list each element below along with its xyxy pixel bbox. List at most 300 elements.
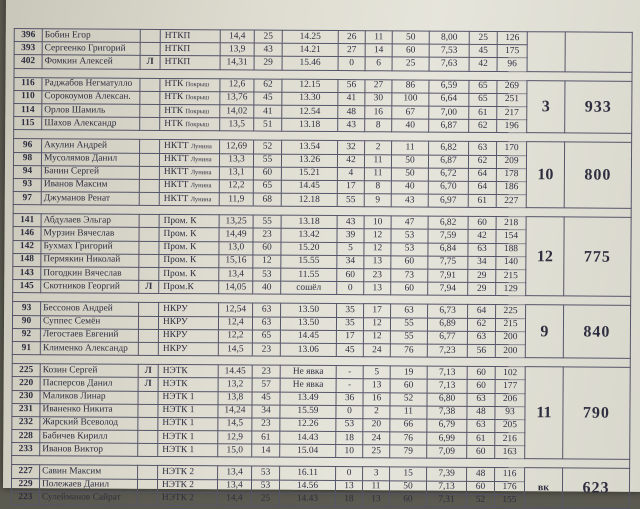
rank-cell (138, 342, 158, 355)
rank-cell (140, 91, 160, 104)
name-cell: Иваненко Никита (40, 403, 138, 417)
team-name: НТК (164, 79, 183, 89)
v8-cell: 64 (468, 181, 496, 194)
v6-cell: 66 (390, 419, 427, 432)
team-cell (159, 215, 219, 229)
team-cell (160, 91, 220, 105)
num-cell: 233 (12, 443, 40, 456)
team-cell (159, 193, 219, 207)
v6-cell: 47 (391, 216, 428, 229)
v5-cell: 16 (363, 392, 390, 405)
team-name: НЭТК 1 (162, 432, 194, 442)
v7-cell: 6,84 (428, 243, 468, 256)
v9-cell: 269 (497, 80, 527, 93)
num-cell: 231 (12, 403, 40, 416)
v4-cell: 18 (336, 432, 363, 445)
v6-cell: 55 (390, 317, 427, 330)
v5-cell: 6 (365, 57, 392, 70)
v9-cell: 175 (497, 45, 527, 58)
v5-cell: 12 (363, 330, 390, 343)
num-cell: 94 (13, 165, 41, 178)
v8-cell: 61 (468, 194, 496, 207)
v1-cell: 14,5 (218, 418, 252, 431)
name-cell: Жарский Всеволод (40, 417, 138, 431)
team-subtitle: Покрыш (185, 121, 209, 128)
v1-cell: 14,31 (220, 56, 254, 69)
num-cell: 220 (12, 377, 40, 390)
team-name: НТКП (165, 57, 191, 67)
name-cell: Фомкин Алексей (42, 55, 140, 69)
v9-cell: 215 (495, 318, 525, 331)
v8-cell: 63 (469, 142, 497, 155)
v3-cell: 13.30 (282, 92, 338, 106)
v4-cell: 4 (337, 167, 364, 180)
rank-cell (140, 104, 160, 117)
v3-cell: 12.18 (281, 193, 337, 207)
rank-cell (139, 228, 159, 241)
v7-cell: 6,77 (427, 331, 467, 344)
v9-cell: 163 (495, 446, 525, 459)
num-cell: 98 (13, 152, 41, 165)
rank-cell (138, 316, 158, 329)
v8-cell: 63 (467, 419, 495, 432)
name-cell: Бобин Егор (42, 29, 140, 43)
v3-cell: 16.11 (280, 467, 336, 481)
num-cell: 393 (14, 42, 42, 55)
team-subtitle: Лунина (191, 196, 212, 203)
v2-cell: 12 (253, 255, 281, 268)
team-name: Пром. К (163, 242, 196, 252)
v8-cell: 63 (468, 243, 496, 256)
v1-cell: 12,69 (220, 140, 254, 153)
v4-cell: - (336, 379, 363, 392)
name-cell: Клименко Александр (40, 342, 138, 356)
rank-cell (138, 430, 158, 443)
v1-cell: 14,02 (220, 105, 254, 118)
team-name: НЭТК 2 (162, 493, 194, 503)
team-cell (157, 479, 217, 493)
team-cell (160, 140, 220, 154)
num-cell: 227 (12, 465, 40, 478)
v3-cell: 12.54 (282, 105, 338, 119)
name-cell: Бабичев Кирилл (40, 430, 138, 444)
team-name: НЭТК 1 (162, 445, 194, 455)
rank-cell (139, 303, 159, 316)
num-cell: 230 (12, 390, 40, 403)
v4-cell: 45 (336, 343, 363, 356)
v7-cell: 6,87 (429, 119, 469, 132)
team-cell (160, 56, 220, 70)
v8-cell: 60 (466, 481, 494, 494)
v4-cell: 5 (337, 242, 364, 255)
v4-cell: 48 (338, 105, 365, 118)
v2-cell: 25 (254, 30, 282, 43)
rank-cell (137, 479, 157, 492)
v5-cell: 11 (364, 167, 391, 180)
v8-cell: 61 (467, 432, 495, 445)
v1-cell: 13,4 (217, 479, 251, 492)
team-subtitle: Покрыш (185, 94, 209, 101)
v2-cell: 60 (253, 167, 281, 180)
v5-cell: 13 (362, 493, 389, 506)
v2-cell: 60 (253, 242, 281, 255)
num-cell: 93 (13, 178, 41, 191)
team-cell (158, 316, 218, 330)
team-subtitle: Лунина (191, 143, 212, 150)
v4-cell: 60 (337, 269, 364, 282)
rank-cell: Л (140, 56, 160, 69)
rank-cell (138, 466, 158, 479)
v6-cell: 40 (392, 119, 429, 132)
v1-cell: 14,4 (217, 493, 251, 506)
v4-cell: 43 (338, 119, 365, 132)
v9-cell: 129 (496, 283, 526, 296)
v5-cell: 16 (365, 106, 392, 119)
v5-cell: 3 (363, 467, 390, 480)
team-cell (157, 492, 217, 506)
team-place (527, 32, 565, 72)
v3-cell: 13.18 (282, 118, 338, 132)
name-cell: Иванов Виктор (40, 443, 138, 457)
v4-cell: 10 (336, 445, 363, 458)
v3-cell: 14.45 (281, 180, 337, 194)
name-cell: Акулин Андрей (42, 139, 140, 153)
v3-cell: 13.06 (280, 343, 336, 357)
v3-cell: 13.54 (282, 140, 338, 154)
v9-cell: 186 (496, 181, 526, 194)
v7-cell: 6,79 (427, 419, 467, 432)
team-name: Пром.К (163, 282, 194, 292)
v5-cell: 11 (364, 154, 391, 167)
v8-cell: 60 (467, 446, 495, 459)
team-cell (160, 29, 220, 43)
v3-cell: сошёл (281, 281, 337, 295)
v1-cell: 14,49 (219, 228, 253, 241)
team-cell (159, 267, 219, 281)
team-name: НЭТК 1 (162, 405, 194, 415)
v2-cell: 55 (253, 215, 281, 228)
v7-cell: 7,31 (426, 494, 466, 507)
rank-cell (139, 215, 159, 228)
v7-cell: 6,80 (427, 393, 467, 406)
name-cell: Сергеенко Григорий (42, 42, 140, 56)
num-cell: 115 (14, 117, 42, 130)
v2-cell: 23 (252, 418, 280, 431)
v4-cell: 35 (336, 317, 363, 330)
num-cell: 228 (12, 430, 40, 443)
rank-cell (139, 179, 159, 192)
v3-cell: 13.18 (281, 215, 337, 229)
v5-cell: 17 (364, 304, 391, 317)
v1-cell: 11,9 (219, 193, 253, 206)
v7-cell: 7,00 (429, 106, 469, 119)
team-name: НЭТК 2 (162, 467, 194, 477)
v6-cell: 60 (391, 282, 428, 295)
team-cell (159, 303, 219, 317)
team-cell (158, 466, 218, 480)
v4-cell: 32 (338, 141, 365, 154)
name-cell: Погодкин Вячеслав (41, 267, 139, 281)
team-cell (160, 118, 220, 132)
team-name: Пром. К (164, 229, 197, 239)
v2-cell: 65 (252, 330, 280, 343)
v9-cell: 218 (496, 217, 526, 230)
team-name: Пром. К (164, 216, 197, 226)
v3-cell: 13.26 (281, 154, 337, 168)
v1-cell: 13,3 (219, 153, 253, 166)
v8-cell: 65 (469, 80, 497, 93)
v2-cell: 51 (254, 118, 282, 131)
v6-cell: 50 (391, 168, 428, 181)
v1-cell: 15,16 (219, 255, 253, 268)
name-cell: Легостаев Евгений (40, 328, 138, 342)
v4-cell: 27 (338, 44, 365, 57)
team-name: Пром. К (163, 255, 196, 265)
v7-cell: 7,53 (429, 44, 469, 57)
v9-cell: 154 (496, 230, 526, 243)
num-cell: 148 (13, 253, 41, 266)
v5-cell: 13 (363, 379, 390, 392)
v2-cell: 29 (254, 56, 282, 69)
v6-cell: 86 (392, 79, 429, 92)
v2-cell: 45 (254, 92, 282, 105)
v7-cell: 6,82 (428, 216, 468, 229)
v8-cell: 45 (469, 45, 497, 58)
num-cell: 232 (12, 416, 40, 429)
team-cell (159, 228, 219, 242)
v2-cell: 63 (253, 303, 281, 316)
team-cell (159, 166, 219, 180)
v6-cell: 53 (391, 242, 428, 255)
team-total: 840 (563, 305, 630, 358)
v2-cell: 23 (252, 365, 280, 378)
v5-cell: 20 (363, 419, 390, 432)
v2-cell: 61 (252, 431, 280, 444)
num-cell: 90 (12, 315, 40, 328)
v8-cell: 48 (467, 406, 495, 419)
v6-cell: 15 (390, 467, 427, 480)
v6-cell: 60 (389, 494, 426, 507)
team-name: НТК (164, 119, 183, 129)
v7-cell: 7,23 (427, 344, 467, 357)
v1-cell: 14.45 (218, 365, 252, 378)
v6-cell: 50 (391, 154, 428, 167)
v1-cell: 12,9 (218, 431, 252, 444)
v8-cell: 29 (468, 283, 496, 296)
v4-cell: 34 (337, 255, 364, 268)
v2-cell: 41 (254, 105, 282, 118)
v6-cell: 50 (392, 31, 429, 44)
rank-cell (138, 444, 158, 457)
team-cell (158, 444, 218, 458)
name-cell: Бухмах Григорий (41, 240, 139, 254)
v7-cell: 7,13 (426, 481, 466, 494)
v8-cell: 64 (468, 305, 496, 318)
v5-cell: 24 (363, 344, 390, 357)
v2-cell: 45 (252, 392, 280, 405)
team-subtitle: Покрыш (186, 81, 210, 88)
v3-cell: 14.43 (280, 431, 336, 445)
num-cell: 229 (11, 478, 39, 491)
v1-cell: 15,0 (218, 444, 252, 457)
v5-cell: 11 (365, 31, 392, 44)
v8-cell: 62 (468, 155, 496, 168)
v5-cell: 24 (363, 432, 390, 445)
v9-cell: 96 (497, 58, 527, 71)
name-cell: Шахов Александр (42, 117, 140, 131)
v9-cell: 155 (494, 494, 524, 507)
v4-cell: 17 (336, 330, 363, 343)
num-cell: 97 (13, 192, 41, 205)
team-name: НЭТК 2 (162, 480, 194, 490)
v5-cell: 2 (365, 141, 392, 154)
v6-cell: 43 (391, 194, 428, 207)
v9-cell: 178 (496, 168, 526, 181)
v6-cell: 73 (391, 269, 428, 282)
v4-cell: 0 (336, 467, 363, 480)
v7-cell: 7,13 (427, 366, 467, 379)
v6-cell: 25 (392, 57, 429, 70)
v8-cell: 48 (467, 468, 495, 481)
v6-cell: 100 (392, 93, 429, 106)
v9-cell: 140 (496, 256, 526, 269)
team-cell (158, 329, 218, 343)
rank-cell: Л (138, 364, 158, 377)
v3-cell: 12.15 (282, 79, 338, 93)
v8-cell: 65 (469, 93, 497, 106)
v8-cell: 64 (468, 168, 496, 181)
team-name: НКРУ (163, 304, 188, 314)
team-name: НКТТ (164, 141, 189, 151)
team-cell (160, 43, 220, 57)
v9-cell: 102 (495, 367, 525, 380)
v3-cell: 15.04 (280, 444, 336, 458)
v9-cell: 188 (496, 243, 526, 256)
v6-cell: 60 (392, 44, 429, 57)
v5-cell: 11 (362, 480, 389, 493)
v2-cell: 53 (252, 466, 280, 479)
v9-cell: 116 (495, 468, 525, 481)
v7-cell: 6,87 (428, 155, 468, 168)
num-cell: 141 (13, 214, 41, 227)
v7-cell: 8,00 (429, 31, 469, 44)
num-cell: 92 (12, 328, 40, 341)
v7-cell: 7,59 (428, 230, 468, 243)
v1-cell: 14,24 (218, 404, 252, 417)
v6-cell: 60 (390, 379, 427, 392)
team-name: НКТТ (164, 180, 189, 190)
v3-cell: 13.50 (281, 304, 337, 318)
v7-cell: 7,91 (428, 269, 468, 282)
v4-cell: 17 (337, 180, 364, 193)
rank-cell (137, 492, 157, 505)
num-cell: 114 (14, 103, 42, 116)
team-subtitle: Лунина (191, 183, 212, 190)
v4-cell: 36 (336, 392, 363, 405)
team-cell (158, 378, 218, 392)
v3-cell: 14.43 (279, 493, 335, 507)
name-cell: Иванов Максим (41, 179, 139, 193)
name-cell: Орлов Шамиль (42, 104, 140, 118)
num-cell: 96 (14, 139, 42, 152)
name-cell: Маликов Линар (40, 390, 138, 404)
num-cell: 116 (14, 77, 42, 90)
v3-cell: 15.55 (281, 255, 337, 269)
v3-cell: 15.20 (281, 242, 337, 256)
v1-cell: 12,6 (220, 78, 254, 91)
v3-cell: 14.56 (279, 480, 335, 494)
team-subtitle: Лунина (191, 169, 212, 176)
v1-cell: 13,4 (218, 466, 252, 479)
v3-cell: 14.45 (280, 330, 336, 344)
v7-cell: 7,39 (427, 468, 467, 481)
num-cell: 142 (13, 240, 41, 253)
team-name: Пром. К (163, 269, 196, 279)
v2-cell: 55 (253, 154, 281, 167)
team-cell (159, 241, 219, 255)
v2-cell: 52 (254, 140, 282, 153)
name-cell: Пасперсов Данил (40, 377, 138, 391)
v6-cell: 11 (390, 406, 427, 419)
num-cell: 93 (13, 302, 41, 315)
v7-cell: 6,73 (428, 304, 468, 317)
team-name: НТК (164, 106, 183, 116)
v4-cell: 42 (337, 154, 364, 167)
v8-cell: 62 (467, 318, 495, 331)
num-cell: 402 (14, 55, 42, 68)
team-name: НТКП (165, 44, 191, 54)
v9-cell: 215 (496, 269, 526, 282)
v7-cell: 6,59 (429, 80, 469, 93)
v2-cell: 65 (253, 180, 281, 193)
v2-cell: 63 (252, 317, 280, 330)
num-cell: 225 (12, 364, 40, 377)
v9-cell: 93 (495, 406, 525, 419)
team-cell (158, 342, 218, 356)
v3-cell: 11.55 (281, 268, 337, 282)
v9-cell: 205 (495, 419, 525, 432)
v8-cell: 56 (467, 344, 495, 357)
v1-cell: 12,4 (218, 316, 252, 329)
v7-cell: 6,97 (428, 194, 468, 207)
team-name: НЭТК 1 (162, 418, 194, 428)
results-sheet (3, 0, 640, 492)
team-total: 790 (563, 367, 631, 460)
v5-cell: 12 (363, 317, 390, 330)
v9-cell: 227 (496, 195, 526, 208)
rank-cell (139, 254, 159, 267)
team-total: 623 (562, 468, 629, 508)
v7-cell: 7,63 (429, 57, 469, 70)
rank-cell (139, 153, 159, 166)
name-cell: Джуманов Ренат (41, 192, 139, 206)
v8-cell: 60 (467, 380, 495, 393)
v8-cell: 63 (467, 393, 495, 406)
v6-cell: 76 (390, 432, 427, 445)
v7-cell: 6,72 (428, 168, 468, 181)
name-cell: Сулейманов Сайрат (39, 492, 137, 506)
v5-cell: 12 (364, 229, 391, 242)
v3-cell: Не явка (280, 378, 336, 392)
v1-cell: 14,5 (218, 343, 252, 356)
team-cell (159, 281, 219, 295)
rank-cell (138, 417, 158, 430)
rank-cell (138, 404, 158, 417)
v1-cell: 13,5 (220, 118, 254, 131)
v2-cell: 34 (252, 405, 280, 418)
name-cell: Абдулаев Эльгар (41, 214, 139, 228)
v2-cell: 25 (251, 493, 279, 506)
